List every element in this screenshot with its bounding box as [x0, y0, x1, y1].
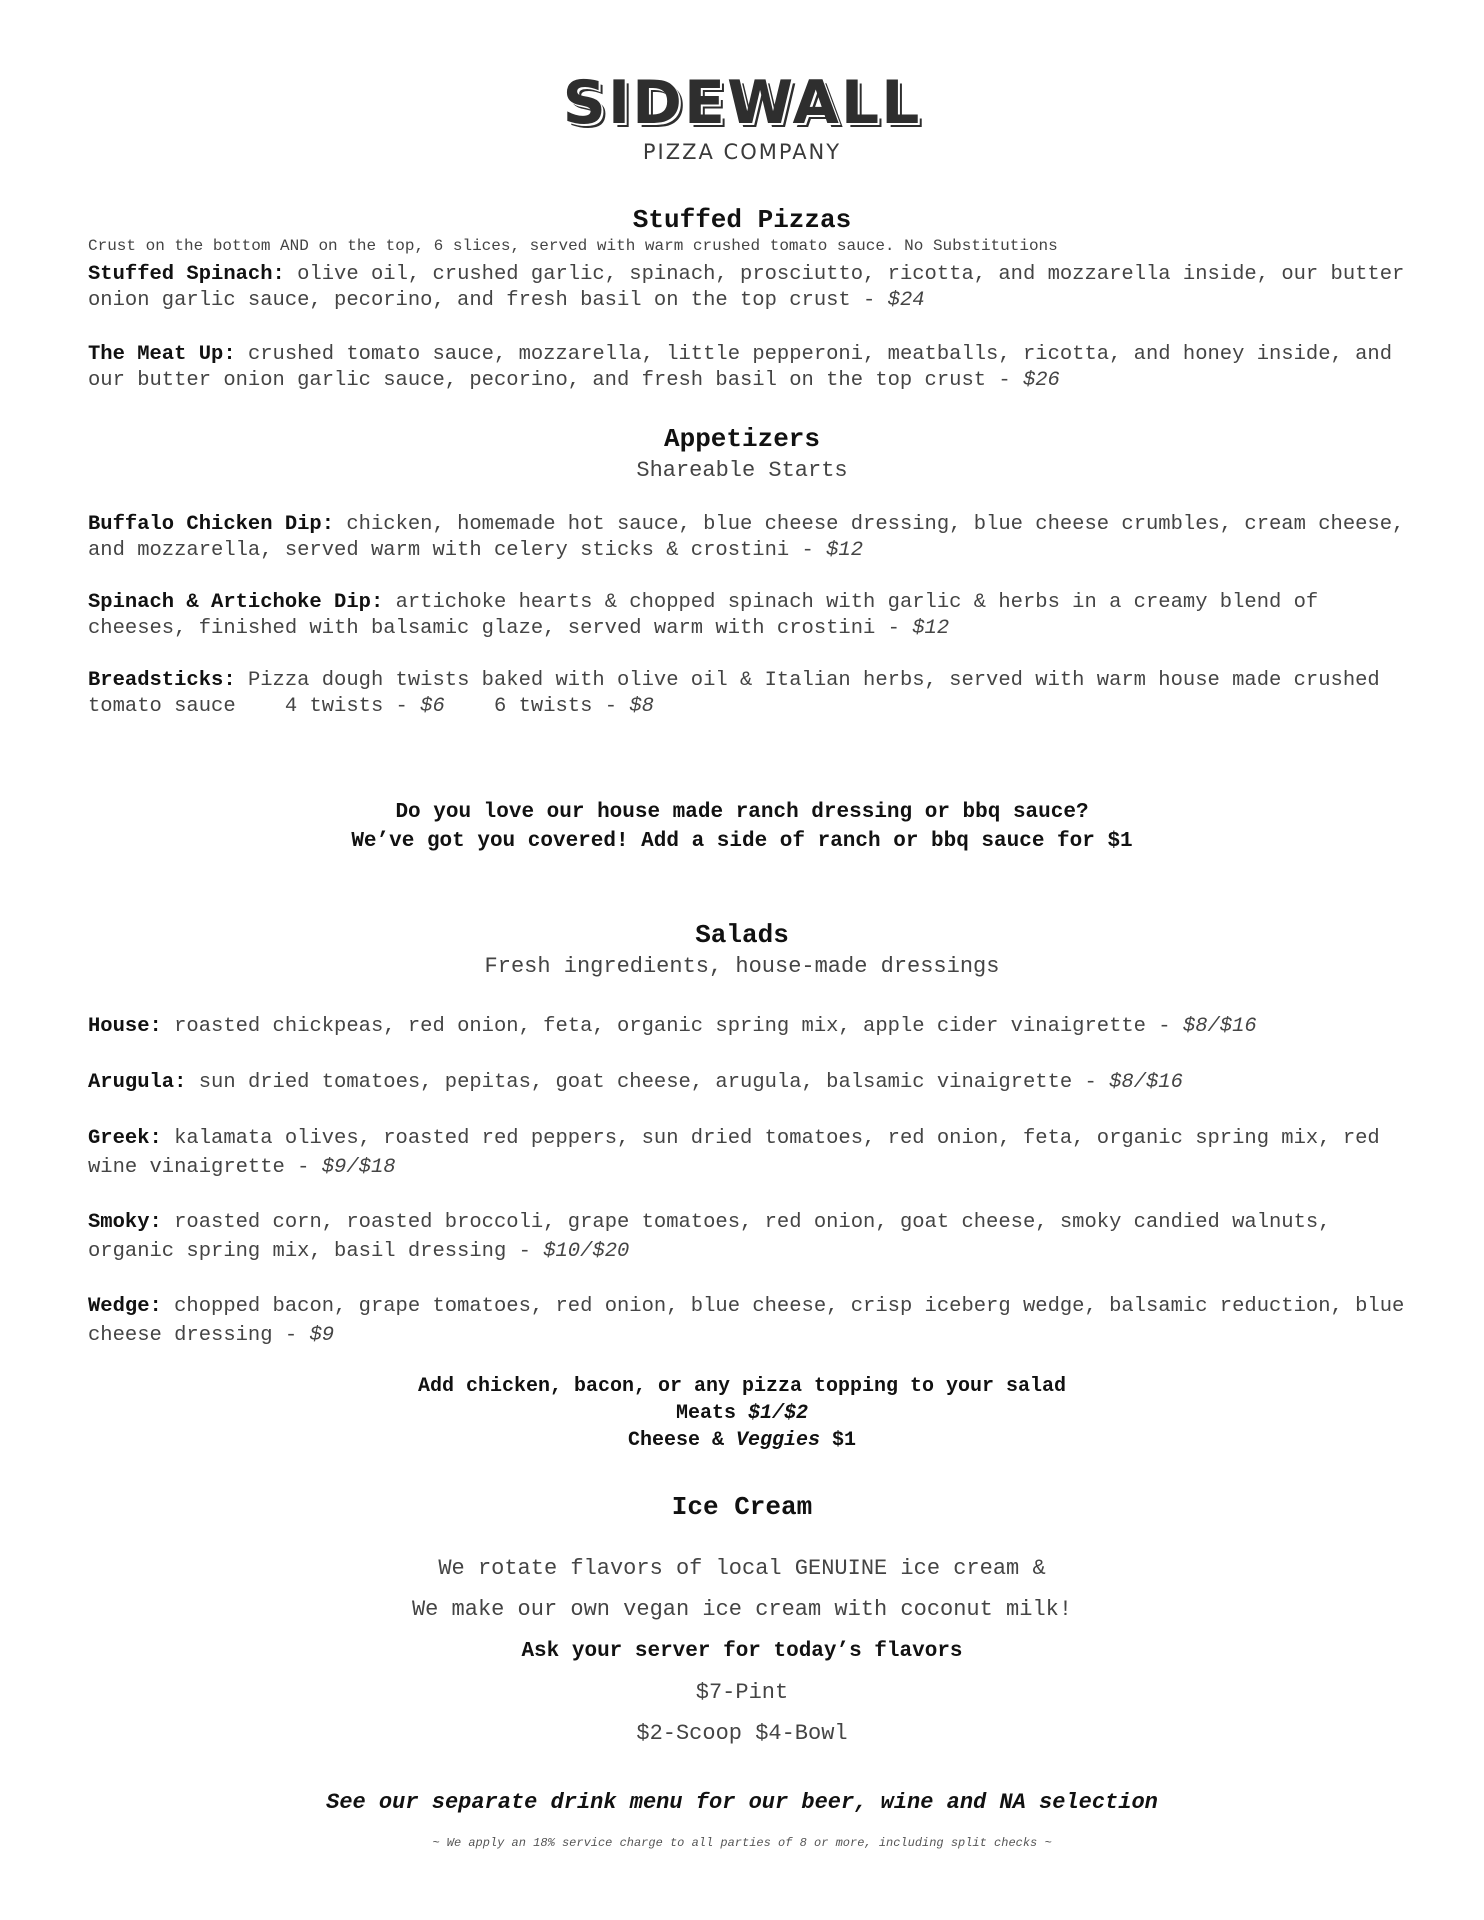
promo-line-2: We’ve got you covered! Add a side of ranch or bbq sauce for $1: [351, 830, 1133, 853]
meats-price: $1/$2: [748, 1402, 809, 1425]
icecream-line-2: We make our own vegan ice cream with coconut milk!: [411, 1597, 1073, 1622]
item-name: Stuffed Spinach:: [88, 263, 285, 286]
menu-item-breadsticks: [88, 668, 1418, 720]
logo-wordmark: SIDEWALL: [562, 68, 922, 138]
appetizers-tagline: Shareable Starts: [636, 458, 848, 483]
item-name: Wedge:: [88, 1295, 162, 1318]
icecream-line-1: We rotate flavors of local GENUINE ice cream &: [438, 1556, 1046, 1581]
item-name: Breadsticks:: [88, 669, 236, 692]
item-name: Greek:: [88, 1127, 162, 1150]
logo: [0, 70, 1484, 164]
option-4-twists: 4 twists -: [284, 695, 421, 718]
item-desc: roasted corn, roasted broccoli, grape tomatoes, red onion, goat cheese, smoky candied walnuts, organic spring mix, basil dressing -: [88, 1211, 1331, 1263]
icecream-scoop-bowl: $2-Scoop $4-Bowl: [636, 1721, 848, 1746]
salads-tagline: Fresh ingredients, house-made dressings: [484, 954, 1000, 979]
veggies-label: Veggies: [736, 1429, 821, 1452]
option-4-twists-price: $6: [420, 695, 445, 718]
item-desc: olive oil, crushed garlic, spinach, prosciutto, ricotta, and mozzarella inside, our butter onion garlic sauce, pecorino, and fresh basil on the top crust -: [88, 263, 1405, 312]
menu-item-wedge-salad: [88, 1292, 1418, 1350]
option-6-twists-price: $8: [629, 695, 654, 718]
item-desc: kalamata olives, roasted red peppers, sun dried tomatoes, red onion, feta, organic spring mix, red wine vinaigrette -: [88, 1127, 1380, 1179]
item-price: $9: [309, 1324, 335, 1347]
item-name: Spinach & Artichoke Dip:: [88, 591, 384, 614]
icecream-ask: Ask your server for today’s flavors: [521, 1640, 963, 1663]
menu-item-smoky-salad: [88, 1208, 1418, 1266]
item-name: The Meat Up:: [88, 343, 236, 366]
addons-cheese-veggies: [0, 1427, 1484, 1454]
salad-addons: [0, 1373, 1484, 1454]
item-price: $8/$16: [1109, 1071, 1183, 1094]
cheese-label: Cheese &: [627, 1429, 736, 1452]
addons-line: Add chicken, bacon, or any pizza topping to your salad: [417, 1375, 1067, 1398]
item-desc: chicken, homemade hot sauce, blue cheese dressing, blue cheese crumbles, cream cheese, and mozzarella, served warm with celery sticks & crostini -: [88, 513, 1405, 562]
menu-item-meat-up: [88, 342, 1418, 394]
meats-label: Meats: [675, 1402, 748, 1425]
item-price: $9/$18: [321, 1156, 396, 1179]
addons-meats: [0, 1400, 1484, 1427]
item-name: House:: [88, 1015, 162, 1038]
ranch-promo: [0, 798, 1484, 856]
item-price: $8/$16: [1182, 1015, 1257, 1038]
item-desc: artichoke hearts & chopped spinach with garlic & herbs in a creamy blend of cheeses, finished with balsamic glaze, served warm with crostini -: [88, 591, 1319, 640]
item-desc: roasted chickpeas, red onion, feta, organic spring mix, apple cider vinaigrette -: [174, 1015, 1183, 1038]
item-desc: Pizza dough twists baked with olive oil & Italian herbs, served with warm house made crushed tomato sauce: [88, 669, 1380, 718]
menu-item-greek-salad: [88, 1124, 1418, 1182]
item-price: $10/$20: [543, 1240, 630, 1263]
item-desc: sun dried tomatoes, pepitas, goat cheese, arugula, balsamic vinaigrette -: [198, 1071, 1110, 1094]
menu-item-stuffed-spinach: [88, 262, 1418, 314]
item-desc: chopped bacon, grape tomatoes, red onion, blue cheese, crisp iceberg wedge, balsamic reduction, blue cheese dressing -: [88, 1295, 1405, 1347]
stuffed-note: Crust on the bottom AND on the top, 6 slices, served with warm crushed tomato sauce. No Substitutions: [88, 237, 1058, 255]
item-price: $12: [826, 539, 864, 562]
salads-title: Salads: [695, 920, 789, 950]
item-price: $24: [887, 289, 925, 312]
item-desc: crushed tomato sauce, mozzarella, little pepperoni, meatballs, ricotta, and honey inside, and our butter onion garlic sauce, pecorino, and fresh basil on the top crust -: [88, 343, 1393, 392]
icecream-pint: $7-Pint: [695, 1680, 789, 1705]
menu-item-house-salad: [88, 1012, 1418, 1041]
drink-menu-note: See our separate drink menu for our beer, wine and NA selection: [326, 1790, 1158, 1815]
menu-item-spinach-dip: [88, 590, 1418, 642]
promo-line-1: Do you love our house made ranch dressing or bbq sauce?: [395, 801, 1089, 824]
item-price: $12: [912, 617, 950, 640]
stuffed-title: Stuffed Pizzas: [632, 205, 852, 235]
option-6-twists: 6 twists -: [494, 695, 630, 718]
icecream-title: Ice Cream: [671, 1492, 813, 1522]
item-name: Arugula:: [88, 1071, 187, 1094]
service-charge-note: ~ We apply an 18% service charge to all parties of 8 or more, including split checks ~: [432, 1836, 1052, 1850]
logo-subtitle: PIZZA COMPANY: [642, 140, 842, 164]
veggies-price: $1: [820, 1429, 857, 1452]
item-name: Smoky:: [88, 1211, 162, 1234]
item-price: $26: [1022, 369, 1060, 392]
appetizers-title: Appetizers: [663, 424, 821, 454]
menu-item-buffalo-dip: [88, 512, 1418, 564]
menu-item-arugula-salad: [88, 1068, 1418, 1097]
item-name: Buffalo Chicken Dip:: [88, 513, 335, 536]
